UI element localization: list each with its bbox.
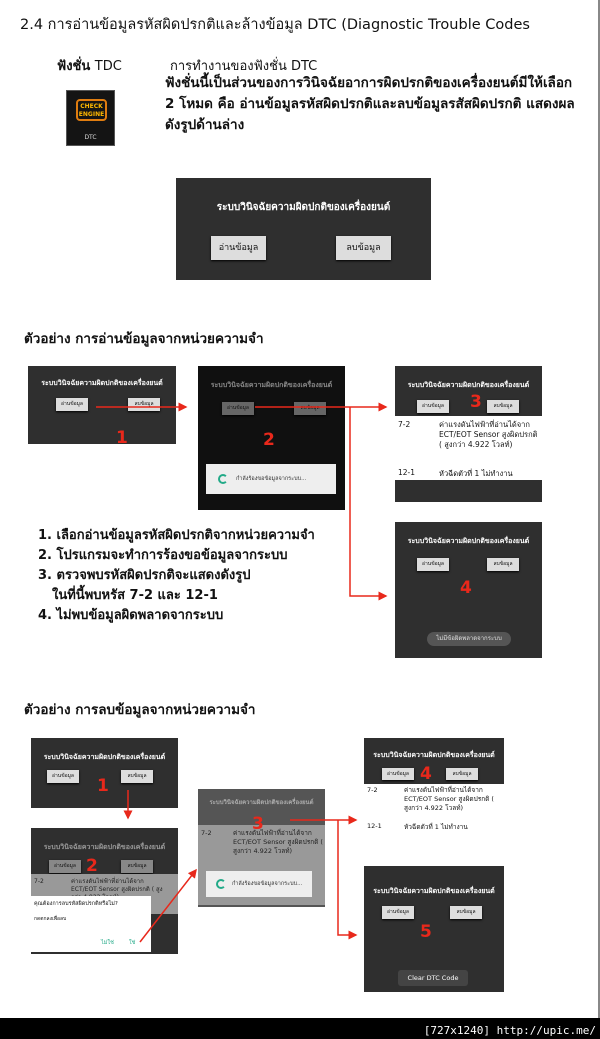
clear-step5-screen — [364, 866, 504, 992]
clear-button[interactable]: ลบข้อมูล — [294, 402, 326, 415]
dtc-text: ค่าแรงดันไฟฟ้าที่อ่านได้จาก ECT/EOT Sensor สูงผิดปรกติ ( สูงกว่า 4.922 โวลท์) — [233, 829, 323, 855]
step-marker: 3 — [470, 392, 482, 412]
function-heading: ฟังชั่น TDC — [57, 59, 122, 74]
step-item: 3. ตรวจพบรหัสผิดปรกติจะแสดงดังรูป — [38, 568, 251, 583]
icon-caption: DTC — [84, 134, 97, 141]
read-button[interactable]: อ่านข้อมูล — [382, 768, 414, 780]
clear-button[interactable]: ลบข้อมูล — [121, 770, 153, 783]
dtc-text: หัวฉีดตัวที่ 1 ไม่ทำงาน — [439, 469, 513, 478]
dtc-list — [395, 416, 542, 480]
dtc-text: ค่าแรงดันไฟฟ้าที่อ่านได้จาก ECT/EOT Sensor สูงผิดปรกติ ( สูงกว่า 4.922 โวลท์) — [439, 420, 538, 449]
read-button[interactable]: อ่านข้อมูล — [56, 398, 88, 411]
confirm-question: คุณต้องการลบรหัสผิดปรกติหรือไม่? — [34, 901, 118, 907]
dtc-list — [364, 784, 504, 834]
no-error-toast: ไม่มีข้อผิดพลาดจากระบบ — [427, 632, 511, 646]
section-clear-heading: ตัวอย่าง การลบข้อมูลจากหน่วยความจำ — [24, 702, 256, 718]
step-item: ในที่นี้พบหรัส 7-2 และ 12-1 — [52, 588, 218, 603]
footer-caption: [727x1240] http://upic.me/ — [423, 1024, 596, 1037]
dtc-text: ค่าแรงดันไฟฟ้าที่อ่านได้จาก ECT/EOT Sensor สูงผิดปรกติ ( สูงกว่า 4.922 โวลท์) — [404, 786, 494, 812]
read-button[interactable]: อ่านข้อมูล — [49, 860, 81, 873]
screen-header: ระบบวินิจฉัยความผิดปกติของเครื่องยนต์ — [209, 799, 314, 806]
spinner-icon — [216, 879, 226, 889]
clear-button[interactable]: ลบข้อมูล — [128, 398, 160, 411]
steps-list — [38, 526, 315, 626]
clear-button[interactable]: ลบข้อมูล — [450, 906, 482, 919]
clear-step3-screen — [198, 789, 325, 907]
read-button[interactable]: อ่านข้อมูล — [222, 402, 254, 415]
loading-dialog: กำลังร้องขอข้อมูลจากระบบ... — [206, 871, 312, 897]
step-item: 1. เลือกอ่านข้อมูลรหัสผิดปรกติจากหน่วยความจำ — [38, 528, 315, 543]
screen-header: ระบบวินิจฉัยความผิดปกติของเครื่องยนต์ — [373, 751, 495, 759]
read-button[interactable]: อ่านข้อมูล — [211, 236, 266, 260]
step-marker: 1 — [97, 776, 109, 796]
read-button[interactable]: อ่านข้อมูล — [417, 558, 449, 571]
dtc-code: 7-2 — [34, 878, 44, 885]
dtc-code: 7-2 — [398, 420, 411, 429]
read-step3-screen — [395, 366, 542, 502]
work-heading: การทำงานของฟังชั่น DTC — [170, 59, 318, 74]
clear-button[interactable]: ลบข้อมูล — [487, 400, 519, 413]
step-marker: 5 — [420, 922, 432, 942]
screen-header: ระบบวินิจฉัยความผิดปกติของเครื่องยนต์ — [43, 843, 166, 851]
clear-step1-screen — [31, 738, 178, 808]
screen-header: ระบบวินิจฉัยความผิดปกติของเครื่องยนต์ — [373, 887, 495, 895]
confirm-dialog — [31, 896, 151, 952]
dtc-text: หัวฉีดตัวที่ 1 ไม่ทำงาน — [404, 823, 468, 831]
step-item: 4. ไม่พบข้อมูลผิดพลาดจากระบบ — [38, 608, 224, 623]
step-item: 2. โปรแกรมจะทำการร้องขอข้อมูลจากระบบ — [38, 548, 288, 563]
screen-header: ระบบวินิจฉัยความผิดปกติของเครื่องยนต์ — [216, 202, 391, 213]
section-read-heading: ตัวอย่าง การอ่านข้อมูลจากหน่วยความจำ — [24, 331, 264, 347]
no-button[interactable]: ไม่ใช่ — [101, 940, 114, 946]
read-button[interactable]: อ่านข้อมูล — [417, 400, 449, 413]
dtc-text: ค่าแรงดันไฟฟ้าที่อ่านได้จาก ECT/EOT Sensor สูงผิดปรกติ ( สูง — [71, 878, 163, 893]
step-marker: 2 — [86, 856, 98, 876]
page-title: 2.4 การอ่านข้อมูลรหัสผิดปรกติและล้างข้อมูล DTC (Diagnostic Trouble Codes — [20, 17, 530, 33]
read-button[interactable]: อ่านข้อมูล — [47, 770, 79, 783]
step-marker: 2 — [263, 430, 275, 450]
screen-header: ระบบวินิจฉัยความผิดปกติของเครื่องยนต์ — [43, 753, 166, 761]
clear-dtc-toast: Clear DTC Code — [398, 970, 468, 986]
clear-button[interactable]: ลบข้อมูล — [336, 236, 391, 260]
confirm-hint: กดตกลงเพื่อลบ — [34, 916, 67, 922]
clear-step2-screen — [31, 828, 178, 954]
check-engine-icon — [66, 90, 115, 146]
function-description: ฟังชั่นนี้เป็นส่วนของการวินิจฉัยอาการผิดปรกติของเครื่องยนต์มีให้เลือก 2 โหมด คือ อ่านข้อมูลรหัสผิดปรกติและลบข้อมูลรสัสผิดปรกติ แสดงผลดังรูปด้านล่าง — [165, 75, 575, 133]
screen-header: ระบบวินิจฉัยความผิดปกติของเครื่องยนต์ — [41, 379, 163, 387]
screen-header: ระบบวินิจฉัยความผิดปกติของเครื่องยนต์ — [407, 537, 530, 545]
clear-button[interactable]: ลบข้อมูล — [446, 768, 478, 780]
read-button[interactable]: อ่านข้อมูล — [382, 906, 414, 919]
screen-header: ระบบวินิจฉัยความผิดปกติของเครื่องยนต์ — [210, 381, 333, 389]
step-marker: 3 — [252, 814, 264, 834]
screen-header: ระบบวินิจฉัยความผิดปกติของเครื่องยนต์ — [407, 381, 530, 389]
dtc-main-screen — [176, 178, 431, 280]
dtc-code: 12-1 — [398, 468, 416, 477]
dtc-code: 7-2 — [367, 786, 378, 794]
step-marker: 4 — [460, 578, 472, 598]
read-step1-screen — [28, 366, 176, 444]
step-marker: 1 — [116, 428, 128, 448]
engine-badge: CHECK ENGINE — [76, 99, 107, 121]
dtc-code: 7-2 — [201, 829, 212, 837]
loading-dialog: กำลังร้องขอข้อมูลจากระบบ... — [206, 464, 336, 494]
clear-button[interactable]: ลบข้อมูล — [121, 860, 153, 873]
spinner-icon — [218, 474, 228, 484]
dtc-code: 12-1 — [367, 822, 382, 830]
clear-step4-screen — [364, 738, 504, 834]
step-marker: 4 — [420, 764, 432, 784]
yes-button[interactable]: ใช่ — [129, 940, 136, 946]
clear-button[interactable]: ลบข้อมูล — [487, 558, 519, 571]
